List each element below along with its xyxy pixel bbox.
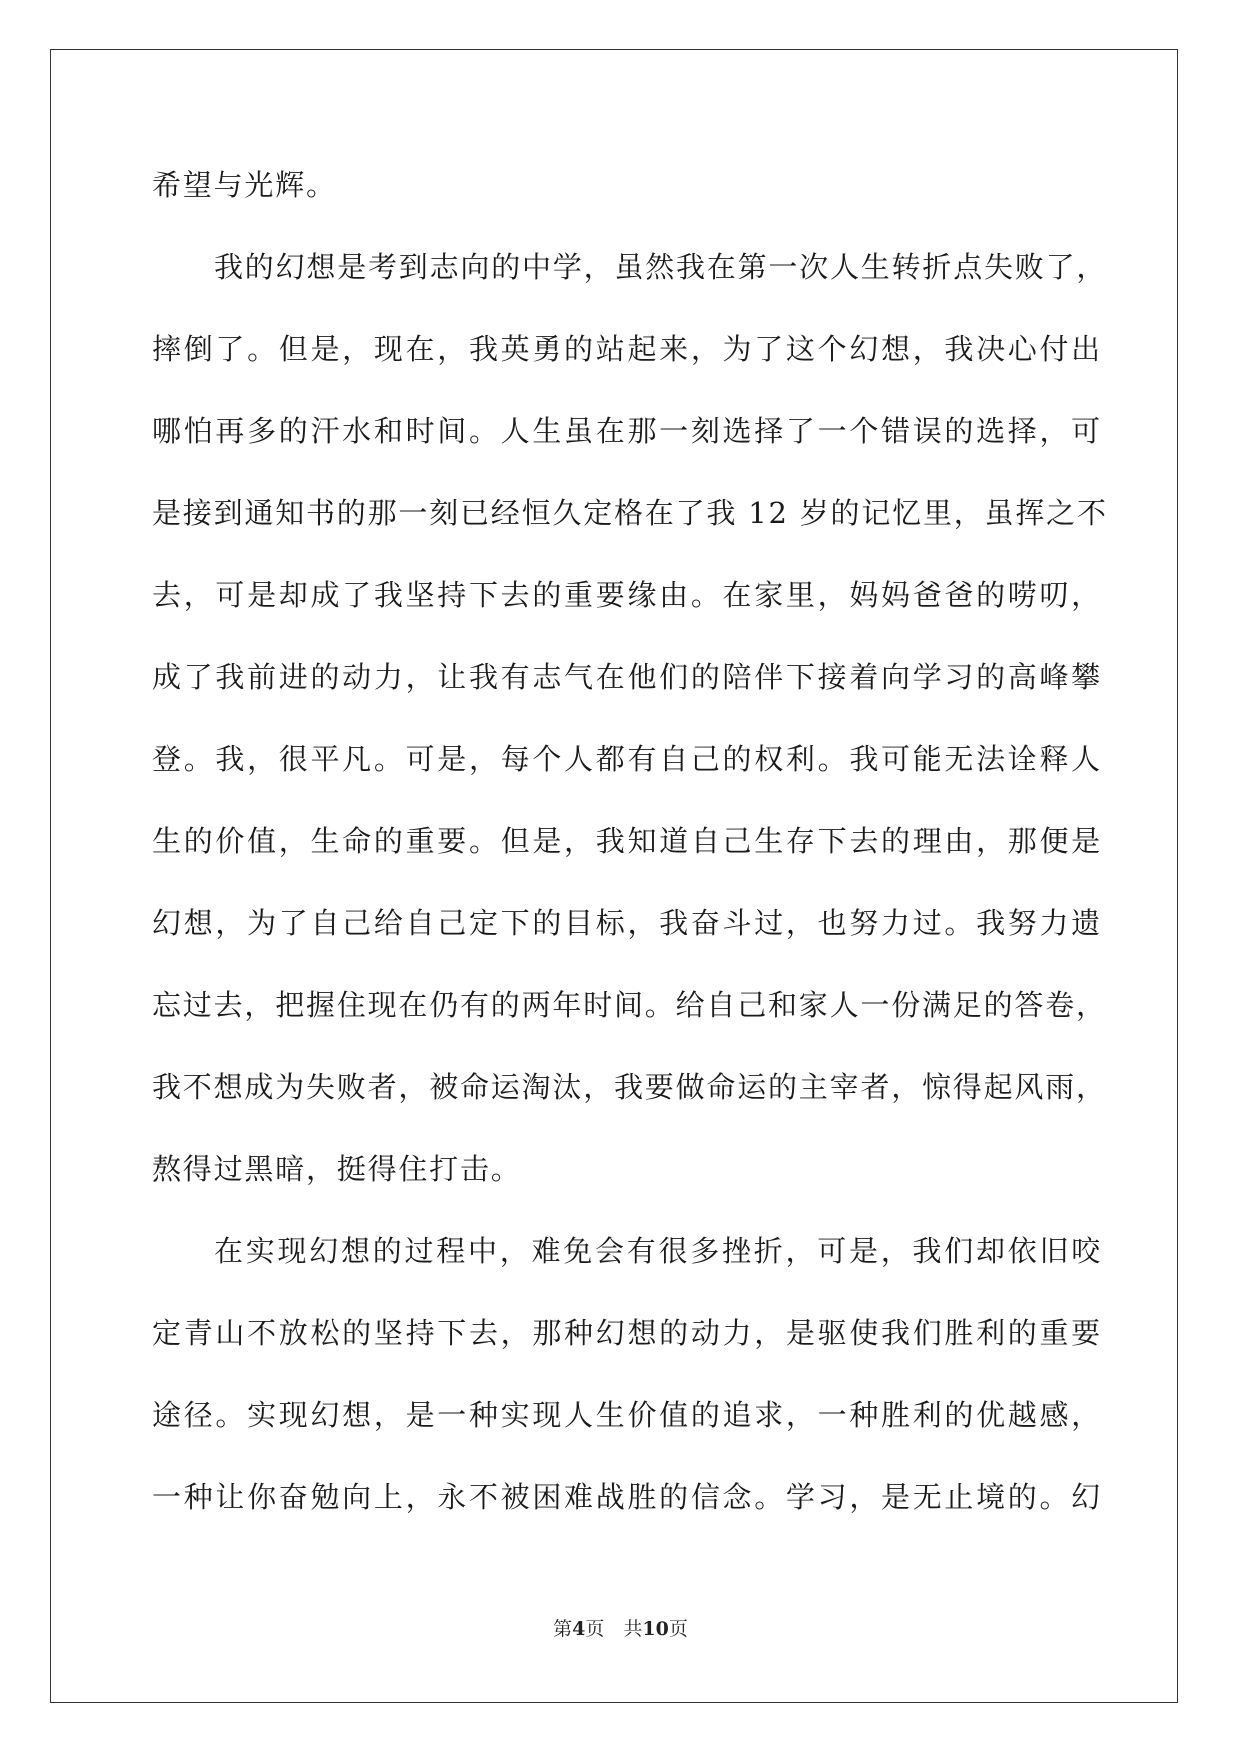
text-line: 生的价值，生命的重要。但是，我知道自己生存下去的理由，那便是 bbox=[152, 824, 1102, 858]
text-line: 一种让你奋勉向上，永不被困难战胜的信念。学习，是无止境的。幻 bbox=[152, 1480, 1102, 1514]
footer-page-number: 4 bbox=[572, 1618, 586, 1640]
page-footer bbox=[0, 1614, 1241, 1641]
text-line: 哪怕再多的汗水和时间。人生虽在那一刻选择了一个错误的选择，可 bbox=[152, 414, 1102, 448]
text-line: 定青山不放松的坚持下去，那种幻想的动力，是驱使我们胜利的重要 bbox=[152, 1316, 1102, 1350]
text-line: 我不想成为失败者，被命运淘汰，我要做命运的主宰者，惊得起风雨， bbox=[152, 1070, 1107, 1104]
text-line: 登。我，很平凡。可是，每个人都有自己的权利。我可能无法诠释人 bbox=[152, 742, 1102, 776]
text-line: 是接到通知书的那一刻已经恒久定格在了我 12 岁的记忆里，虽挥之不 bbox=[152, 496, 1108, 530]
text-line: 熬得过黑暗，挺得住打击。 bbox=[152, 1152, 522, 1186]
footer-prefix: 第 bbox=[553, 1618, 573, 1640]
text-line: 忘过去，把握住现在仍有的两年时间。给自己和家人一份满足的答卷， bbox=[152, 988, 1107, 1022]
text-line: 摔倒了。但是，现在，我英勇的站起来，为了这个幻想，我决心付出 bbox=[152, 332, 1102, 366]
footer-mid: 页 共 bbox=[585, 1618, 643, 1640]
text-line: 途径。实现幻想，是一种实现人生价值的追求，一种胜利的优越感， bbox=[152, 1398, 1102, 1432]
text-line: 希望与光辉。 bbox=[152, 168, 337, 202]
footer-suffix: 页 bbox=[668, 1618, 688, 1640]
text-line: 幻想，为了自己给自己定下的目标，我奋斗过，也努力过。我努力遗 bbox=[152, 906, 1102, 940]
text-line: 去，可是却成了我坚持下去的重要缘由。在家里，妈妈爸爸的唠叨， bbox=[152, 578, 1102, 612]
footer-total-pages: 10 bbox=[642, 1618, 669, 1640]
text-line: 成了我前进的动力，让我有志气在他们的陪伴下接着向学习的高峰攀 bbox=[152, 660, 1102, 694]
document-body bbox=[152, 160, 1108, 1554]
text-line: 在实现幻想的过程中，难免会有很多挫折，可是，我们却依旧咬 bbox=[214, 1234, 1102, 1268]
text-line: 我的幻想是考到志向的中学，虽然我在第一次人生转折点失败了， bbox=[214, 250, 1108, 284]
